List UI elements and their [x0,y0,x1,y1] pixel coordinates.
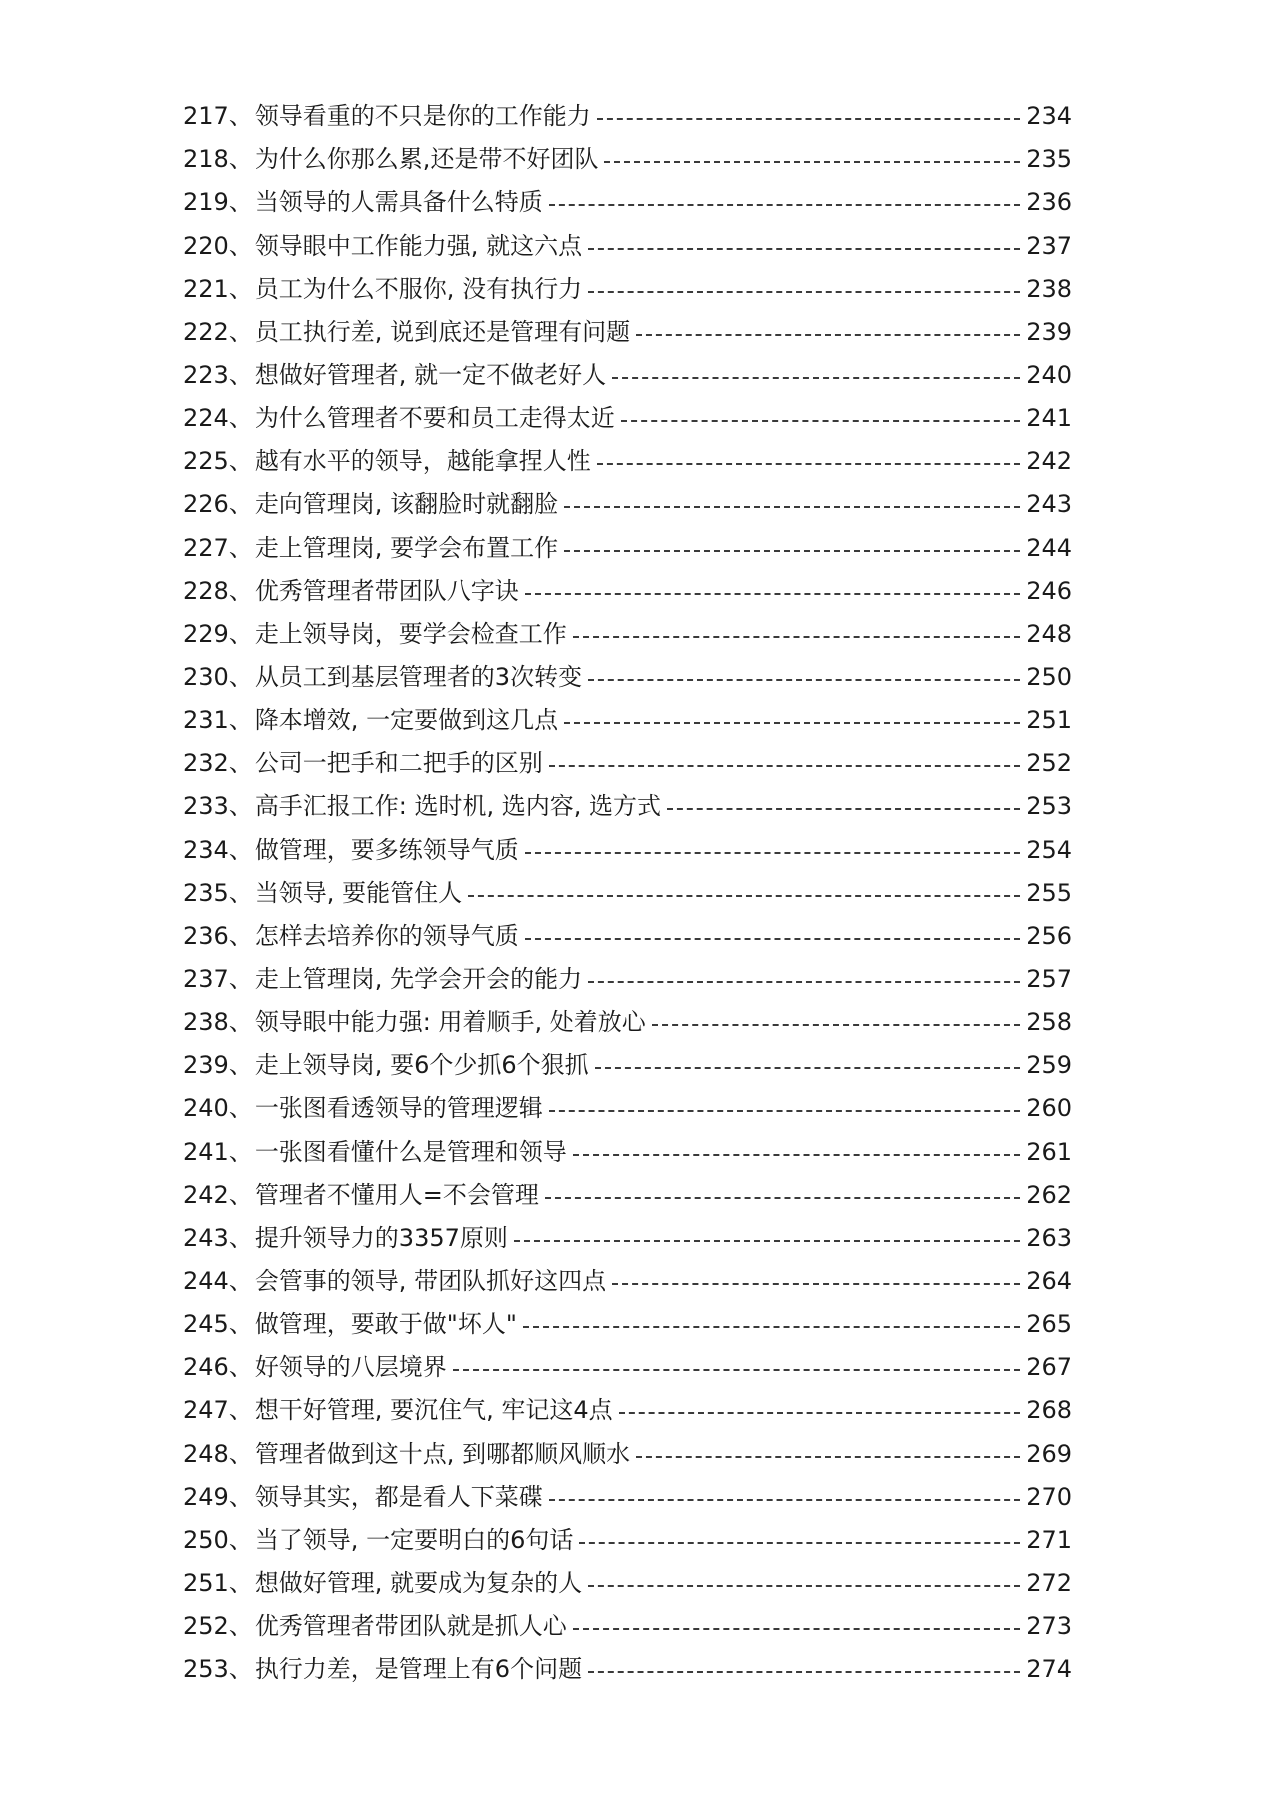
toc-entry-number: 217 [183,102,229,131]
toc-entry-page: 253 [1026,792,1072,821]
toc-entry-title: 为什么管理者不要和员工走得太近 [254,404,615,433]
toc-entry-title: 降本增效, 一定要做到这几点 [254,706,559,735]
toc-entry-title: 走上管理岗, 要学会布置工作 [254,533,559,562]
toc-entry-number: 235 [183,878,229,907]
toc-entry[interactable] [183,821,1072,864]
toc-entry-number: 226 [183,490,229,519]
toc-entry-number: 234 [183,835,229,864]
toc-entry-title: 员工为什么不服你, 没有执行力 [254,274,583,303]
toc-entry[interactable] [183,735,1072,778]
toc-entry-number: 242 [183,1180,229,1209]
toc-entry-page: 265 [1026,1310,1072,1339]
toc-entry-page: 255 [1026,878,1072,907]
toc-entry-page: 270 [1026,1482,1072,1511]
toc-entry-number: 238 [183,1008,229,1037]
toc-entry-page: 239 [1026,317,1072,346]
toc-entry-separator: 、 [228,317,253,346]
toc-entry[interactable] [183,1469,1072,1512]
dot-leader [597,118,1020,120]
toc-entry-separator: 、 [228,576,253,605]
toc-entry-page: 240 [1026,360,1072,389]
toc-entry-title: 领导眼中能力强: 用着顺手, 处着放心 [254,1008,646,1037]
dot-leader [652,1024,1020,1026]
toc-entry[interactable] [183,519,1072,562]
toc-entry-number: 252 [183,1612,229,1641]
toc-entry-separator: 、 [228,1137,253,1166]
dot-leader [525,938,1020,940]
toc-entry-page: 260 [1026,1094,1072,1123]
toc-entry-number: 237 [183,964,229,993]
toc-entry-page: 263 [1026,1223,1072,1252]
toc-entry-title: 从员工到基层管理者的3次转变 [254,662,583,691]
toc-entry-separator: 、 [228,360,253,389]
toc-entry-separator: 、 [228,1223,253,1252]
toc-entry-number: 249 [183,1482,229,1511]
toc-entry[interactable] [183,261,1072,304]
toc-entry-number: 220 [183,231,229,260]
toc-entry[interactable] [183,1555,1072,1598]
toc-entry-separator: 、 [228,274,253,303]
toc-entry-separator: 、 [228,1266,253,1295]
toc-entry[interactable] [183,174,1072,217]
dot-leader [468,895,1020,897]
toc-entry-title: 管理者不懂用人=不会管理 [254,1180,539,1209]
toc-entry-title: 当领导的人需具备什么特质 [254,188,543,217]
toc-entry-title: 领导眼中工作能力强, 就这六点 [254,231,583,260]
toc-entry-page: 244 [1026,533,1072,562]
toc-entry[interactable] [183,1598,1072,1641]
dot-leader [564,550,1020,552]
toc-entry[interactable] [183,1210,1072,1253]
dot-leader [525,852,1020,854]
toc-entry[interactable] [183,1037,1072,1080]
toc-entry-title: 领导其实，都是看人下菜碟 [254,1482,543,1511]
toc-entry-separator: 、 [228,1310,253,1339]
toc-entry-title: 走上领导岗, 要6个少抓6个狠抓 [254,1051,589,1080]
dot-leader [612,377,1020,379]
toc-entry-title: 走向管理岗, 该翻脸时就翻脸 [254,490,559,519]
toc-entry-title: 领导看重的不只是你的工作能力 [254,102,591,131]
dot-leader [595,1067,1020,1069]
dot-leader [525,593,1020,595]
toc-entry[interactable] [183,994,1072,1037]
toc-entry-separator: 、 [228,964,253,993]
toc-entry-number: 247 [183,1396,229,1425]
toc-entry-title: 做管理，要多练领导气质 [254,835,519,864]
toc-entry[interactable] [183,1382,1072,1425]
toc-entry-number: 236 [183,921,229,950]
toc-entry-page: 250 [1026,662,1072,691]
toc-entry-title: 高手汇报工作: 选时机, 选内容, 选方式 [254,792,662,821]
toc-entry-page: 272 [1026,1568,1072,1597]
toc-entry-page: 241 [1026,404,1072,433]
toc-entry[interactable] [183,217,1072,260]
toc-entry-title: 当了领导, 一定要明白的6句话 [254,1525,574,1554]
toc-entry-title: 越有水平的领导，越能拿捏人性 [254,447,591,476]
toc-entry-number: 224 [183,404,229,433]
dot-leader [588,679,1020,681]
toc-entry-page: 274 [1026,1655,1072,1684]
toc-entry-page: 261 [1026,1137,1072,1166]
toc-entry[interactable] [183,1425,1072,1468]
dot-leader [636,334,1020,336]
toc-entry-number: 229 [183,619,229,648]
toc-entry-separator: 、 [228,1051,253,1080]
toc-entry-separator: 、 [228,102,253,131]
toc-entry-number: 244 [183,1266,229,1295]
toc-entry-title: 一张图看透领导的管理逻辑 [254,1094,543,1123]
toc-entry-separator: 、 [228,1568,253,1597]
toc-entry-title: 走上领导岗，要学会检查工作 [254,619,567,648]
dot-leader [619,1412,1020,1414]
toc-entry-page: 259 [1026,1051,1072,1080]
toc-entry-separator: 、 [228,792,253,821]
toc-entry-number: 253 [183,1655,229,1684]
toc-entry-page: 234 [1026,102,1072,131]
dot-leader [549,765,1020,767]
toc-entry-separator: 、 [228,1655,253,1684]
toc-entry-number: 225 [183,447,229,476]
toc-entry-number: 239 [183,1051,229,1080]
toc-entry-title: 做管理，要敢于做"坏人" [254,1310,517,1339]
toc-entry-number: 221 [183,274,229,303]
toc-entry[interactable] [183,390,1072,433]
dot-leader [573,636,1020,638]
toc-entry-page: 254 [1026,835,1072,864]
toc-entry[interactable] [183,1167,1072,1210]
toc-entry-page: 256 [1026,921,1072,950]
toc-entry[interactable] [183,1296,1072,1339]
toc-entry-title: 执行力差，是管理上有6个问题 [254,1655,583,1684]
toc-entry[interactable] [183,606,1072,649]
toc-entry-title: 一张图看懂什么是管理和领导 [254,1137,567,1166]
toc-entry-title: 怎样去培养你的领导气质 [254,921,519,950]
toc-entry-page: 242 [1026,447,1072,476]
toc-entry-number: 241 [183,1137,229,1166]
toc-entry-separator: 、 [228,662,253,691]
toc-entry[interactable] [183,476,1072,519]
toc-entry[interactable] [183,692,1072,735]
dot-leader [588,1585,1020,1587]
toc-entry-title: 员工执行差, 说到底还是管理有问题 [254,317,631,346]
toc-entry-title: 管理者做到这十点, 到哪都顺风顺水 [254,1439,631,1468]
toc-entry-separator: 、 [228,404,253,433]
dot-leader [573,1154,1020,1156]
toc-entry-page: 271 [1026,1525,1072,1554]
toc-entry-page: 267 [1026,1353,1072,1382]
toc-entry-title: 优秀管理者带团队八字诀 [254,576,519,605]
dot-leader [453,1369,1020,1371]
toc-entry-number: 231 [183,706,229,735]
toc-entry-separator: 、 [228,447,253,476]
toc-entry-page: 273 [1026,1612,1072,1641]
toc-entry-separator: 、 [228,1612,253,1641]
toc-entry-page: 264 [1026,1266,1072,1295]
toc-entry-separator: 、 [228,490,253,519]
toc-entry-page: 257 [1026,964,1072,993]
toc-entry-page: 268 [1026,1396,1072,1425]
toc-entry-title: 想干好管理, 要沉住气, 牢记这4点 [254,1396,613,1425]
toc-entry-number: 230 [183,662,229,691]
toc-entry-page: 258 [1026,1008,1072,1037]
toc-entry-separator: 、 [228,1525,253,1554]
toc-entry-separator: 、 [228,1396,253,1425]
toc-entry[interactable] [183,433,1072,476]
dot-leader [604,161,1020,163]
dot-leader [588,248,1020,250]
toc-entry[interactable] [183,908,1072,951]
toc-entry[interactable] [183,304,1072,347]
toc-entry[interactable] [183,1512,1072,1555]
toc-entry-title: 会管事的领导, 带团队抓好这四点 [254,1266,607,1295]
toc-entry-separator: 、 [228,749,253,778]
dot-leader [549,204,1020,206]
toc-entry-number: 246 [183,1353,229,1382]
toc-entry-separator: 、 [228,921,253,950]
toc-entry[interactable] [183,1080,1072,1123]
toc-entry-page: 237 [1026,231,1072,260]
dot-leader [523,1326,1020,1328]
toc-entry-separator: 、 [228,1180,253,1209]
toc-entry[interactable] [183,88,1072,131]
toc-entry-page: 248 [1026,619,1072,648]
toc-entry-number: 245 [183,1310,229,1339]
toc-entry-page: 235 [1026,145,1072,174]
toc-entry-number: 219 [183,188,229,217]
toc-entry-separator: 、 [228,1353,253,1382]
toc-entry[interactable] [183,1253,1072,1296]
dot-leader [636,1456,1020,1458]
toc-entry-number: 223 [183,360,229,389]
toc-entry[interactable] [183,1641,1072,1684]
dot-leader [588,1671,1020,1673]
toc-entry-number: 228 [183,576,229,605]
toc-entry-number: 222 [183,317,229,346]
toc-entry[interactable] [183,649,1072,692]
toc-entry-number: 240 [183,1094,229,1123]
toc-entry[interactable] [183,131,1072,174]
toc-entry-separator: 、 [228,619,253,648]
toc-entry-separator: 、 [228,145,253,174]
toc-entry-number: 250 [183,1525,229,1554]
dot-leader [545,1197,1020,1199]
toc-entry-separator: 、 [228,706,253,735]
toc-entry-separator: 、 [228,533,253,562]
dot-leader [588,291,1020,293]
toc-entry-title: 公司一把手和二把手的区别 [254,749,543,778]
toc-entry[interactable] [183,951,1072,994]
toc-entry-page: 262 [1026,1180,1072,1209]
toc-entry-page: 238 [1026,274,1072,303]
toc-entry-separator: 、 [228,835,253,864]
dot-leader [564,722,1020,724]
dot-leader [588,981,1020,983]
toc-entry-separator: 、 [228,1094,253,1123]
toc-entry-title: 当领导, 要能管住人 [254,878,463,907]
toc-entry[interactable] [183,347,1072,390]
toc-entry-title: 提升领导力的3357原则 [254,1223,508,1252]
dot-leader [514,1240,1020,1242]
toc-entry-separator: 、 [228,1008,253,1037]
toc-entry-number: 248 [183,1439,229,1468]
toc-entry-separator: 、 [228,878,253,907]
toc-entry-page: 251 [1026,706,1072,735]
dot-leader [549,1499,1020,1501]
toc-entry-page: 269 [1026,1439,1072,1468]
toc-entry-title: 为什么你那么累,还是带不好团队 [254,145,599,174]
toc-entry[interactable] [183,778,1072,821]
toc-entry-title: 想做好管理, 就要成为复杂的人 [254,1568,583,1597]
toc-entry-number: 232 [183,749,229,778]
dot-leader [579,1542,1020,1544]
table-of-contents [183,88,1072,1684]
toc-entry-separator: 、 [228,231,253,260]
toc-entry-page: 243 [1026,490,1072,519]
toc-entry-title: 走上管理岗, 先学会开会的能力 [254,964,583,993]
toc-entry-separator: 、 [228,188,253,217]
dot-leader [597,463,1020,465]
toc-entry-page: 236 [1026,188,1072,217]
toc-entry-title: 优秀管理者带团队就是抓人心 [254,1612,567,1641]
toc-entry-number: 233 [183,792,229,821]
toc-entry-title: 好领导的八层境界 [254,1353,447,1382]
dot-leader [612,1283,1020,1285]
toc-entry-number: 251 [183,1568,229,1597]
toc-entry-separator: 、 [228,1482,253,1511]
toc-entry[interactable] [183,1123,1072,1166]
dot-leader [573,1628,1020,1630]
toc-entry-number: 227 [183,533,229,562]
toc-entry[interactable] [183,1339,1072,1382]
toc-entry-number: 218 [183,145,229,174]
toc-entry-separator: 、 [228,1439,253,1468]
toc-entry-page: 246 [1026,576,1072,605]
toc-entry-title: 想做好管理者, 就一定不做老好人 [254,360,607,389]
dot-leader [621,420,1020,422]
toc-entry[interactable] [183,865,1072,908]
dot-leader [549,1110,1020,1112]
toc-entry-number: 243 [183,1223,229,1252]
toc-entry-page: 252 [1026,749,1072,778]
toc-entry[interactable] [183,563,1072,606]
dot-leader [667,808,1020,810]
dot-leader [564,506,1020,508]
